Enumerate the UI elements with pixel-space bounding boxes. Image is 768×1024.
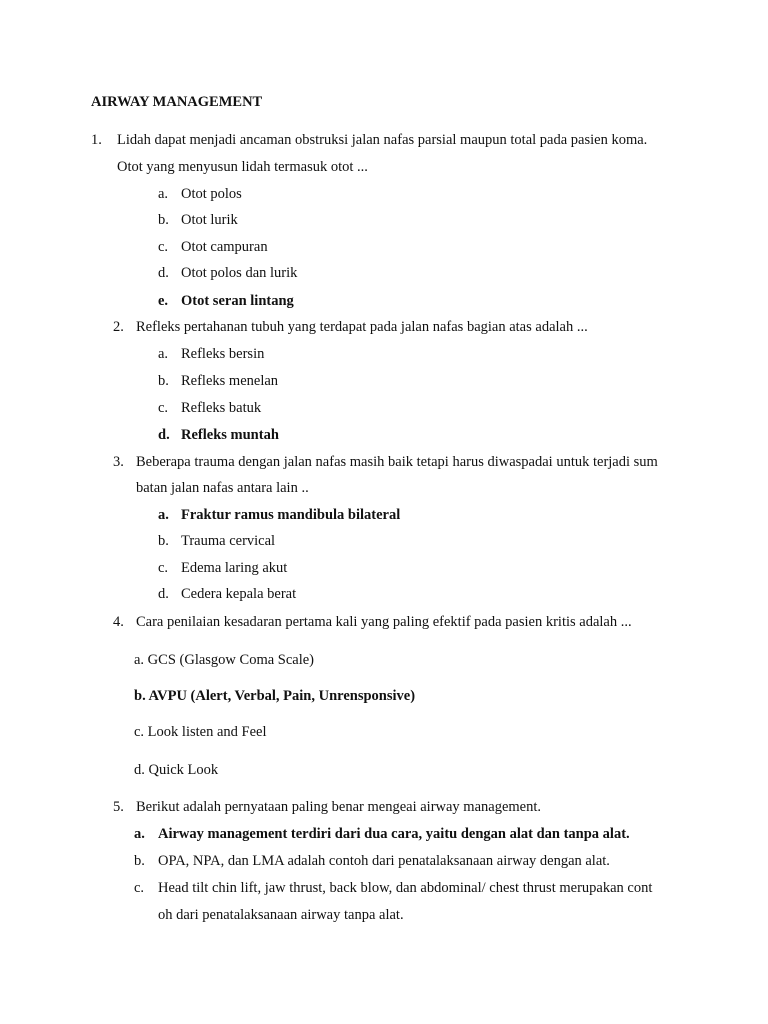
question-2-option-c: Refleks batuk bbox=[181, 400, 262, 416]
question-4-number: 4. bbox=[113, 614, 124, 630]
question-2-option-a-letter: a. bbox=[158, 346, 169, 362]
question-5-option-b: OPA, NPA, dan LMA adalah contoh dari penatalaksanaan airway dengan alat. bbox=[158, 853, 610, 869]
question-1-number: 1. bbox=[91, 132, 102, 148]
question-3-option-d-letter: d. bbox=[158, 586, 169, 602]
question-1-option-d: Otot polos dan lurik bbox=[181, 265, 298, 281]
question-2-option-a: Refleks bersin bbox=[181, 346, 265, 362]
question-2-number: 2. bbox=[113, 319, 124, 335]
question-1-option-c-letter: c. bbox=[158, 239, 169, 255]
question-5-text-line-1: Berikut adalah pernyataan paling benar mengeai airway management. bbox=[136, 799, 542, 815]
question-3-option-d: Cedera kepala berat bbox=[181, 586, 297, 602]
question-1-option-e-answer: Otot seran lintang bbox=[181, 293, 294, 309]
question-2-option-d-answer: Refleks muntah bbox=[181, 427, 279, 443]
question-3-option-c: Edema laring akut bbox=[181, 560, 288, 576]
question-3-option-b: Trauma cervical bbox=[181, 533, 276, 549]
question-1-option-a-letter: a. bbox=[158, 186, 169, 202]
document-title: AIRWAY MANAGEMENT bbox=[91, 94, 263, 110]
question-1-option-a: Otot polos bbox=[181, 186, 242, 202]
question-5-option-b-letter: b. bbox=[134, 853, 145, 869]
question-3-option-a-letter: a. bbox=[158, 507, 169, 523]
question-3-option-c-letter: c. bbox=[158, 560, 169, 576]
question-2-option-b: Refleks menelan bbox=[181, 373, 279, 389]
question-3-number: 3. bbox=[113, 454, 124, 470]
question-5-option-c-letter: c. bbox=[134, 880, 145, 896]
question-4-option-c: c. Look listen and Feel bbox=[134, 724, 267, 740]
question-1-option-e-letter: e. bbox=[158, 293, 169, 309]
question-5-option-a-answer: Airway management terdiri dari dua cara, yaitu dengan alat dan tanpa alat. bbox=[158, 826, 630, 842]
question-3-text-line-1: Beberapa trauma dengan jalan nafas masih baik tetapi harus diwaspadai untuk terjadi sum bbox=[136, 454, 658, 470]
question-5-number: 5. bbox=[113, 799, 124, 815]
question-3-option-b-letter: b. bbox=[158, 533, 169, 549]
question-2-text-line-1: Refleks pertahanan tubuh yang terdapat pada jalan nafas bagian atas adalah ... bbox=[136, 319, 588, 335]
question-4-text-line-1: Cara penilaian kesadaran pertama kali yang paling efektif pada pasien kritis adalah ... bbox=[136, 614, 632, 630]
question-2-option-b-letter: b. bbox=[158, 373, 169, 389]
question-3-option-a-answer: Fraktur ramus mandibula bilateral bbox=[181, 507, 401, 523]
question-1-text-line-1: Lidah dapat menjadi ancaman obstruksi jalan nafas parsial maupun total pada pasien koma. bbox=[117, 132, 648, 148]
question-1-option-d-letter: d. bbox=[158, 265, 169, 281]
question-4-option-b-answer: b. AVPU (Alert, Verbal, Pain, Unrensponsive) bbox=[134, 688, 416, 704]
question-5-option-a-letter: a. bbox=[134, 826, 145, 842]
question-1-option-c: Otot campuran bbox=[181, 239, 268, 255]
question-5-option-c-line-1: Head tilt chin lift, jaw thrust, back blow, dan abdominal/ chest thrust merupakan cont bbox=[158, 880, 653, 896]
question-5-option-c-line-2: oh dari penatalaksanaan airway tanpa alat. bbox=[158, 907, 404, 923]
question-4-option-d: d. Quick Look bbox=[134, 762, 219, 778]
question-1-option-b: Otot lurik bbox=[181, 212, 238, 228]
question-1-text-line-2: Otot yang menyusun lidah termasuk otot ... bbox=[117, 159, 368, 175]
question-3-text-line-2: batan jalan nafas antara lain .. bbox=[136, 480, 309, 496]
question-1-option-b-letter: b. bbox=[158, 212, 169, 228]
question-2-option-c-letter: c. bbox=[158, 400, 169, 416]
question-2-option-d-letter: d. bbox=[158, 427, 170, 443]
question-4-option-a: a. GCS (Glasgow Coma Scale) bbox=[134, 652, 315, 668]
